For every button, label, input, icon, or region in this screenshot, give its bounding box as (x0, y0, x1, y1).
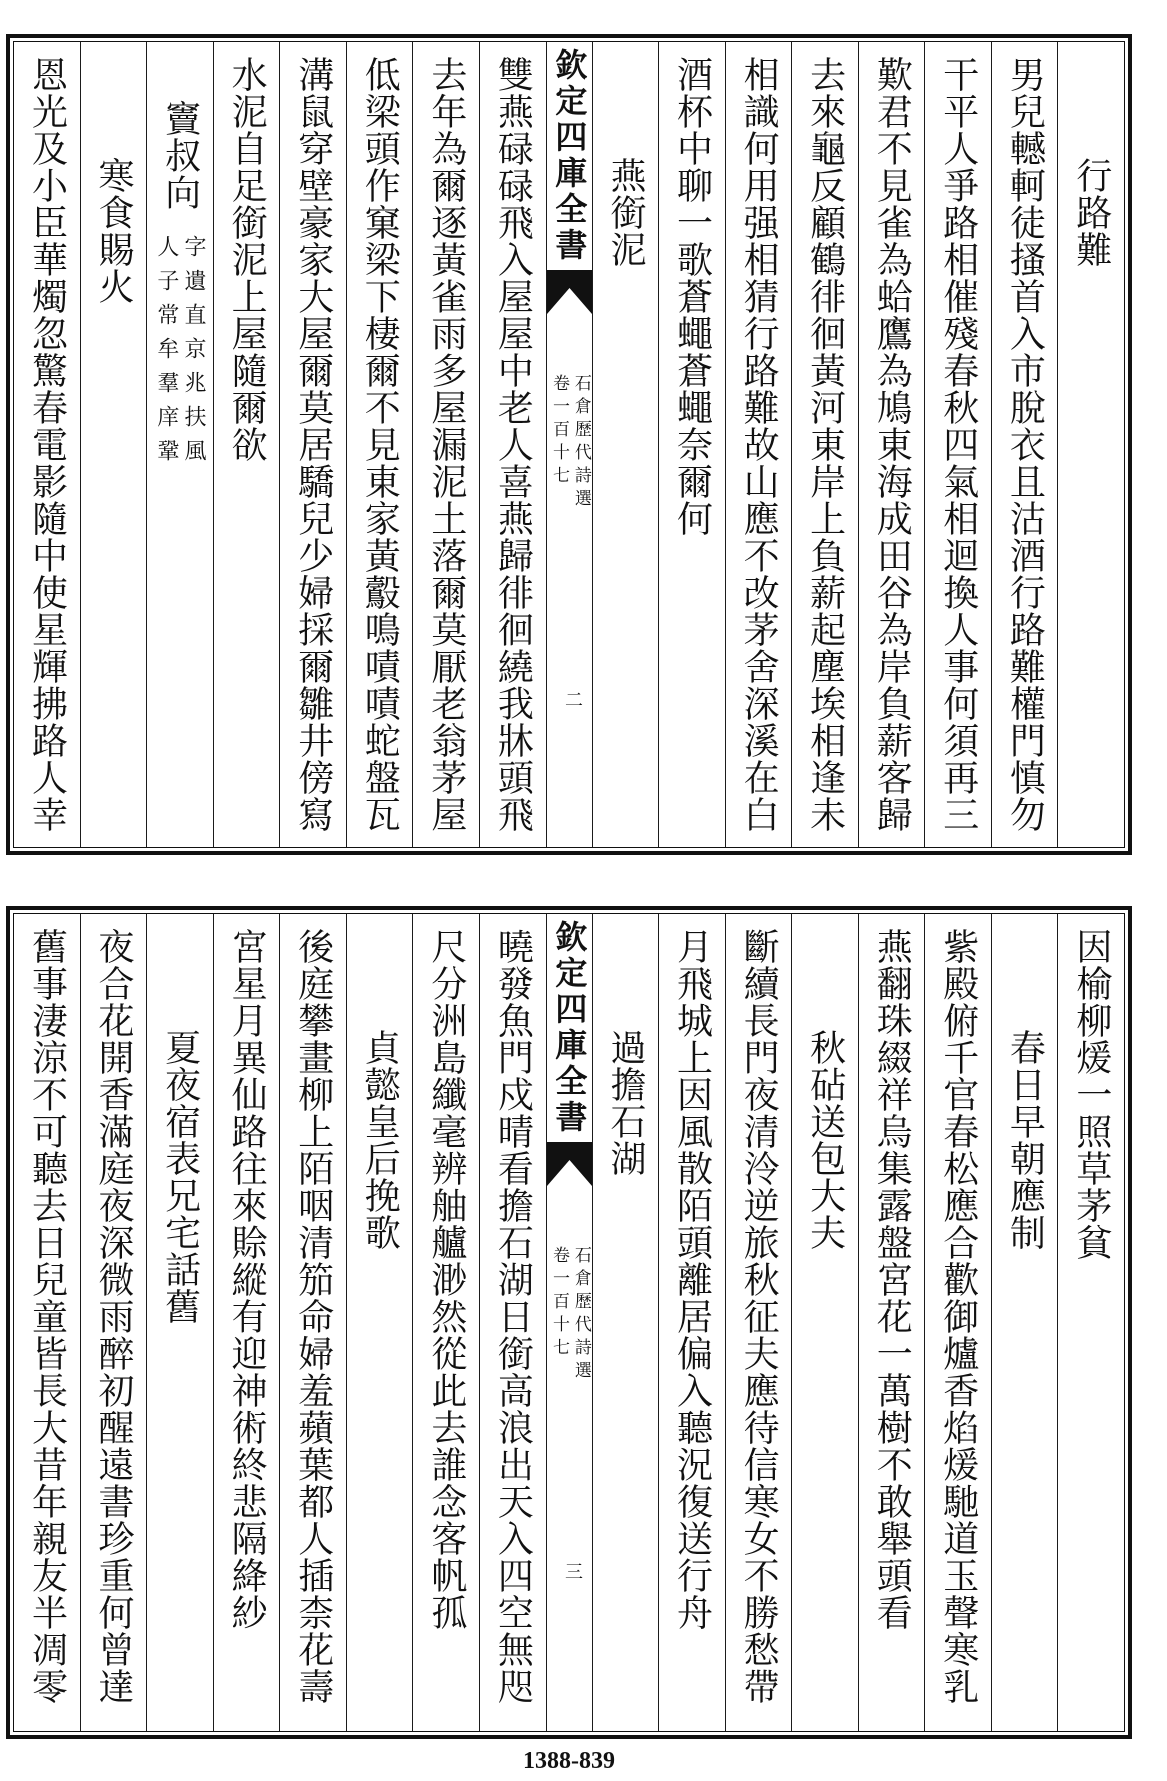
poem-title: 貞懿皇后挽歌 (359, 1029, 401, 1251)
fold-header: 欽定四庫全書 (550, 920, 589, 1136)
column-text: 夜合花開香滿庭夜深微雨醉初醒遠書珍重何曾達 (93, 928, 135, 1705)
poem-title: 寒食賜火 (93, 157, 135, 305)
text-column (991, 42, 1058, 847)
text-column (924, 914, 991, 1731)
column-text: 去來龜反顧鶴徘徊黃河東岸上負薪起塵埃相逢未 (804, 56, 846, 833)
text-column (279, 42, 346, 847)
fishtail-mark (547, 1142, 592, 1186)
author-note-right: 字遺直京兆扶風 (181, 235, 206, 473)
text-column (479, 42, 546, 847)
column-text: 尺分洲島纖毫辨舳艫渺然從此去誰念客帆孤 (425, 928, 467, 1631)
poem-title-column (1057, 42, 1124, 847)
column-text: 後庭攀畫柳上陌咽清笳命婦羞蘋葉都人插柰花壽 (292, 928, 334, 1705)
text-column (791, 42, 858, 847)
text-column (80, 914, 147, 1731)
poem-title-column (592, 42, 659, 847)
author-note-left: 人子常牟羣庠鞏 (153, 235, 179, 473)
text-column (213, 42, 280, 847)
fold-notes (547, 1246, 592, 1384)
text-column (412, 914, 479, 1731)
fold-column (546, 42, 592, 847)
page-frame (13, 913, 1125, 1732)
fishtail-mark (547, 270, 592, 314)
column-text: 酒杯中聊一歌蒼蠅蒼蠅奈爾何 (671, 56, 713, 537)
catalog-number: 1388-839 (523, 1748, 615, 1774)
poem-title: 燕銜泥 (604, 157, 646, 268)
poem-title: 夏夜宿表兄宅話舊 (159, 1029, 201, 1325)
text-column (279, 914, 346, 1731)
fold-notes (547, 374, 592, 512)
text-column (658, 42, 725, 847)
fold-book-title: 石倉歷代詩選 (570, 1246, 591, 1384)
poem-title-column (346, 914, 413, 1731)
column-text: 歎君不見雀為蛤鷹為鳩東海成田谷為岸負薪客歸 (871, 56, 913, 833)
column-text: 雙燕碌碌飛入屋屋中老人喜燕歸徘徊繞我牀頭飛 (492, 56, 534, 833)
column-text: 男兒轗軻徒搔首入市脫衣且沽酒行路難權門慎勿 (1004, 56, 1046, 833)
text-column (412, 42, 479, 847)
column-text: 低梁頭作窠梁下棲爾不見東家黃鷇鳴嘖嘖蛇盤瓦 (359, 56, 401, 833)
poem-title: 過擔石湖 (604, 1029, 646, 1177)
text-column (14, 42, 80, 847)
column-text: 舊事淒涼不可聽去日兒童皆長大昔年親友半凋零 (26, 928, 68, 1705)
fold-volume: 卷一百十七 (549, 1246, 569, 1361)
column-text: 去年為爾逐黃雀雨多屋漏泥土落爾莫厭老翁茅屋 (425, 56, 467, 833)
poem-title: 秋砧送包大夫 (804, 1029, 846, 1251)
text-column (658, 914, 725, 1731)
text-column (858, 914, 925, 1731)
poem-title: 春日早朝應制 (1004, 1029, 1046, 1251)
text-column (924, 42, 991, 847)
column-text: 水泥自足銜泥上屋隨爾欲 (226, 56, 268, 463)
text-column (14, 914, 80, 1731)
fold-volume: 卷一百十七 (549, 374, 569, 489)
author-note (155, 235, 205, 473)
column-text: 宮星月異仙路往來賒縱有迎神術終悲隔絳紗 (226, 928, 268, 1631)
column-text: 恩光及小臣華燭忽驚春電影隨中使星輝拂路人幸 (26, 56, 68, 833)
author-column (146, 42, 213, 847)
column-text: 燕翻珠綴祥烏集露盤宮花一萬樹不敢舉頭看 (871, 928, 913, 1631)
column-text: 曉發魚門戍晴看擔石湖日銜高浪出天入四空無咫 (492, 928, 534, 1705)
author-name: 竇叔向 (159, 100, 201, 211)
text-column (725, 914, 792, 1731)
column-text: 斷續長門夜清泠逆旅秋征夫應待信寒女不勝愁帶 (738, 928, 780, 1705)
poem-title-column (592, 914, 659, 1731)
page-panel-top (6, 34, 1132, 855)
text-column (479, 914, 546, 1731)
text-column (725, 42, 792, 847)
poem-title-column (791, 914, 858, 1731)
page-frame (13, 41, 1125, 848)
column-text: 相識何用强相猜行路難故山應不改茅舍深溪在白 (738, 56, 780, 833)
column-text: 溝鼠穿壁豪家大屋爾莫居驕兒少婦採爾雛井傍寫 (292, 56, 334, 833)
text-column (346, 42, 413, 847)
text-column (1057, 914, 1124, 1731)
poem-title-column (146, 914, 213, 1731)
text-column (213, 914, 280, 1731)
text-column (858, 42, 925, 847)
column-text: 因榆柳煖一照草茅貧 (1070, 928, 1112, 1261)
column-text: 干平人爭路相催殘春秋四氣相迴換人事何須再三 (937, 56, 979, 833)
fold-book-title: 石倉歷代詩選 (570, 374, 591, 512)
fold-page-number: 二 (562, 690, 584, 708)
fold-header: 欽定四庫全書 (550, 48, 589, 264)
fold-column (546, 914, 592, 1731)
fold-page-number: 三 (562, 1562, 584, 1580)
page-panel-bottom (6, 906, 1132, 1739)
poem-title: 行路難 (1070, 157, 1112, 268)
poem-title-column (80, 42, 147, 847)
column-text: 紫殿俯千官春松應合歡御爐香焰煖馳道玉聲寒乳 (937, 928, 979, 1705)
poem-title-column (991, 914, 1058, 1731)
column-text: 月飛城上因風散陌頭離居偏入聽況復送行舟 (671, 928, 713, 1631)
